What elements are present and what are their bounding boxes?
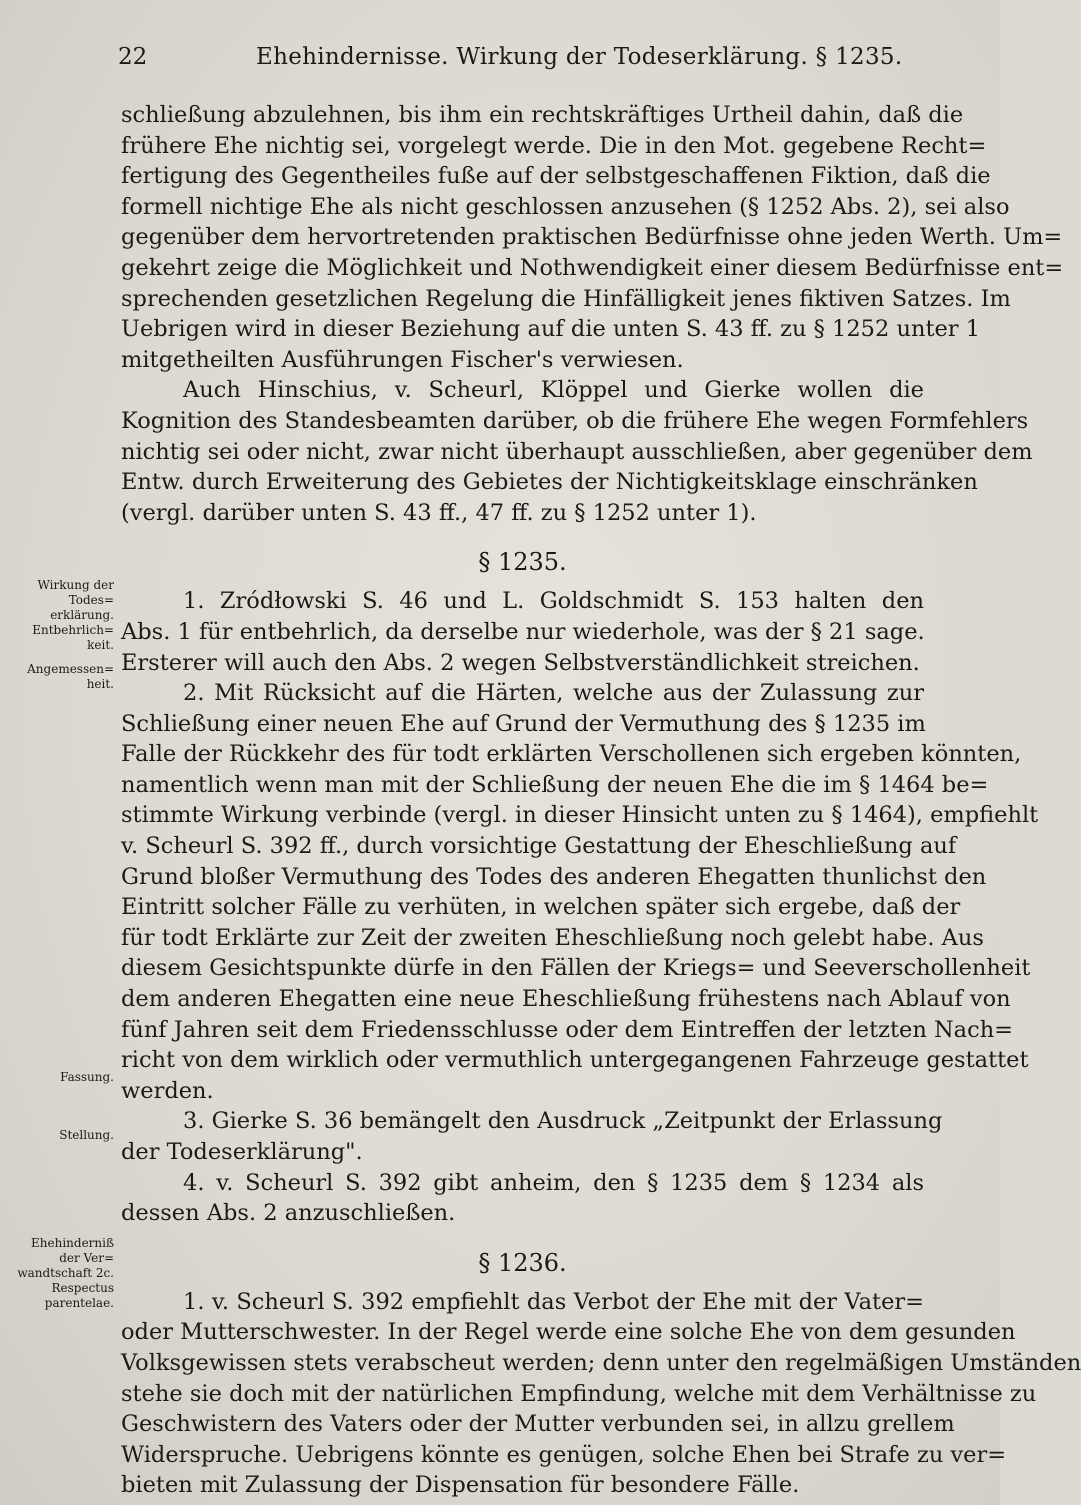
text-line: Ersterer will auch den Abs. 2 wegen Selbstverständlichkeit streichen.	[121, 649, 920, 676]
text-line: richt von dem wirklich oder vermuthlich untergegangenen Fahrzeuge gestattet	[121, 1047, 1029, 1074]
body-text	[121, 100, 1081, 1501]
paragraph-continuation	[121, 100, 1064, 375]
text-line: Volksgewissen stets verabscheut werden; denn unter den regelmäßigen Umständen	[121, 1349, 1081, 1376]
text-line: der Todeserklärung".	[121, 1139, 363, 1165]
text-line: frühere Ehe nichtig sei, vorgelegt werde. Die in den Mot. gegebene Recht=	[121, 132, 987, 159]
text-line: 4. v. Scheurl S. 392 gibt anheim, den § 1235 dem § 1234 als	[183, 1169, 924, 1196]
section-1235-point-4	[121, 1168, 924, 1229]
text-line: diesem Gesichtspunkte dürfe in den Fällen der Kriegs= und Seeverschollenheit	[121, 955, 1031, 982]
page-header	[118, 44, 923, 80]
text-line: oder Mutterschwester. In der Regel werde eine solche Ehe von dem gesunden	[121, 1319, 1016, 1346]
text-line: mitgetheilten Ausführungen Fischer's verwiesen.	[121, 346, 684, 373]
running-title: Ehehindernisse. Wirkung der Todeserklärung. § 1235.	[256, 44, 903, 70]
text-line: 3. Gierke S. 36 bemängelt den Ausdruck „Zeitpunkt der Erlassung	[183, 1108, 943, 1135]
section-heading-1236: § 1236.	[478, 1248, 567, 1277]
text-line: schließung abzulehnen, bis ihm ein rechtskräftiges Urtheil dahin, daß die	[121, 102, 964, 128]
text-line: v. Scheurl S. 392 ff., durch vorsichtige Gestattung der Eheschließung auf	[121, 833, 957, 860]
text-line: dem anderen Ehegatten eine neue Eheschließung frühestens nach Ablauf von	[121, 986, 1011, 1013]
text-line: Schließung einer neuen Ehe auf Grund der Vermuthung des § 1235 im	[121, 710, 926, 737]
margin-note-stellung: Stellung.	[59, 1128, 114, 1142]
section-1235-point-1	[121, 586, 924, 678]
text-line: Falle der Rückkehr des für todt erklärten Verschollenen sich ergeben könnten,	[121, 741, 1022, 768]
text-line: Entw. durch Erweiterung des Gebietes der Nichtigkeitsklage einschränken	[121, 469, 978, 496]
section-1235-point-3	[121, 1106, 943, 1167]
text-line: dessen Abs. 2 anzuschließen.	[121, 1200, 456, 1227]
text-line: fünf Jahren seit dem Friedensschlusse oder dem Eintreffen der letzten Nach=	[121, 1016, 1014, 1043]
text-line: fertigung des Gegentheiles fuße auf der selbstgeschaffenen Fiktion, daß die	[121, 163, 991, 190]
text-line: sprechenden gesetzlichen Regelung die Hinfälligkeit jenes fiktiven Satzes. Im	[121, 285, 1011, 312]
text-line: 1. v. Scheurl S. 392 empfiehlt das Verbot der Ehe mit der Vater=	[183, 1288, 924, 1315]
paragraph-also	[121, 375, 1033, 528]
text-line: werden.	[121, 1077, 214, 1104]
section-heading-1235: § 1235.	[478, 548, 567, 577]
margin-note-angemessenheit: Angemessen= heit.	[27, 662, 114, 691]
text-line: Abs. 1 für entbehrlich, da derselbe nur wiederhole, was der § 21 sage.	[121, 618, 925, 645]
text-line: für todt Erklärte zur Zeit der zweiten Eheschließung noch gelebt habe. Aus	[121, 924, 984, 951]
page-number: 22	[118, 44, 148, 70]
section-1236-point-1	[121, 1287, 1081, 1501]
text-line: (vergl. darüber unten S. 43 ff., 47 ff. zu § 1252 unter 1).	[121, 499, 757, 526]
text-line: bieten mit Zulassung der Dispensation für besondere Fälle.	[121, 1472, 800, 1499]
text-line: Uebrigen wird in dieser Beziehung auf die unten S. 43 ff. zu § 1252 unter 1	[121, 316, 981, 343]
text-line: stehe sie doch mit der natürlichen Empfindung, welche mit dem Verhältnisse zu	[121, 1380, 1037, 1407]
text-line: nichtig sei oder nicht, zwar nicht überhaupt ausschließen, aber gegenüber dem	[121, 438, 1033, 465]
text-line: 2. Mit Rücksicht auf die Härten, welche aus der Zulassung zur	[183, 680, 924, 707]
text-line: 1. Zródłowski S. 46 und L. Goldschmidt S. 153 halten den	[183, 588, 924, 615]
margin-note-fassung: Fassung.	[60, 1070, 114, 1084]
margin-note-wirkung: Wirkung der Todes= erklärung. Entbehrlich= keit.	[32, 578, 114, 652]
text-line: Grund bloßer Vermuthung des Todes des anderen Ehegatten thunlichst den	[121, 863, 987, 890]
text-line: formell nichtige Ehe als nicht geschlossen anzusehen (§ 1252 Abs. 2), sei also	[121, 193, 1010, 220]
margin-note-ehehindernis: Ehehinderniß der Ver= wandtschaft 2c. Respectus parentelae.	[17, 1236, 114, 1310]
text-line: Kognition des Standesbeamten darüber, ob die frühere Ehe wegen Formfehlers	[121, 407, 1029, 434]
text-line: gekehrt zeige die Möglichkeit und Nothwendigkeit einer diesem Bedürfnisse ent=	[121, 254, 1064, 281]
text-line: stimmte Wirkung verbinde (vergl. in dieser Hinsicht unten zu § 1464), empfiehlt	[121, 802, 1039, 829]
text-line: gegenüber dem hervortretenden praktischen Bedürfnisse ohne jeden Werth. Um=	[121, 224, 1063, 251]
text-line: Geschwistern des Vaters oder der Mutter verbunden sei, in allzu grellem	[121, 1411, 955, 1438]
text-line: namentlich wenn man mit der Schließung der neuen Ehe die im § 1464 be=	[121, 771, 989, 798]
text-line: Widerspruche. Uebrigens könnte es genügen, solche Ehen bei Strafe zu ver=	[121, 1441, 1007, 1468]
text-line: Eintritt solcher Fälle zu verhüten, in welchen später sich ergebe, daß der	[121, 894, 961, 921]
section-1235-point-2	[121, 678, 1039, 1106]
text-line: Auch Hinschius, v. Scheurl, Klöppel und Gierke wollen die	[183, 377, 924, 404]
